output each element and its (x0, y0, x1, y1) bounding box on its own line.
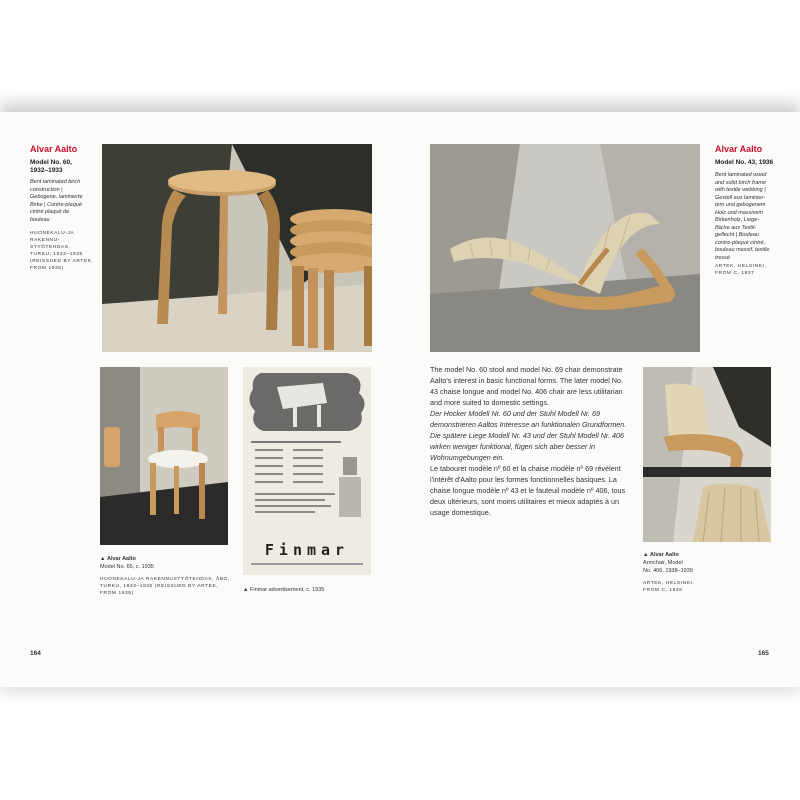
chair-65-caption-designer: Alvar Aalto (106, 556, 136, 562)
right-designer-heading: Alvar Aalto (715, 144, 763, 154)
book-spread (0, 112, 800, 687)
right-materials: Bent laminated wood and solid birch frame with textile webbing | Gestell aus laminier- tem und gebogenem Holz und massivem Birkenholz, Liege- fläche aus Textil- geflecht | Bouleau contre-plaqué cintré, bouleau massif, textile tressé (715, 172, 770, 261)
triangle-marker-icon: ▲ (100, 556, 106, 562)
stool-photo (102, 144, 372, 352)
triangle-marker-icon: ▲ (643, 552, 649, 558)
left-model-title: Model No. 60, 1932–1933 (30, 159, 72, 174)
finmar-caption (243, 587, 324, 595)
body-text-de: Der Hocker Modell Nr. 60 und der Stuhl Modell Nr. 69 demonstrieren Aaltos Interesse an funktionalen Grundformen. Die spätere Liege Modell Nr. 43 und der Stuhl Modell Nr. 406 wirken weniger funktional, fügen sich aber besser in Wohnumgebungen ein. (430, 409, 627, 462)
finmar-tagline-rule (251, 563, 363, 565)
chair-65-photo (100, 367, 228, 545)
triangle-marker-icon: ▲ (243, 587, 249, 593)
body-text-fr: Le tabouret modèle nº 60 et la chaise modèle nº 69 révèlent l'intérêt d'Aalto pour les formes fonctionnelles basiques. La chaise longue modèle nº 43 et le fauteuil modèle nº 406, tous deux ultérieurs, sont moins utilitaires et mieux adaptés à un usage domestique. (430, 464, 626, 517)
armchair-406-photo (643, 367, 771, 542)
left-materials: Bent laminated birch construction | Gebogene, laminierte Birke | Contre-plaqué cintré plaqué de bouleau (30, 179, 83, 223)
finmar-caption-text: Finmar advertisement, c. 1935 (249, 587, 325, 593)
right-model-title: Model No. 43, 1936 (715, 159, 774, 166)
body-text-en: The model No. 60 stool and model No. 69 chair demonstrate Aalto's interest in basic functional forms. The later model No. 43 chaise longue and model No. 406 chair are less utilitarian and more suited to domestic settings. (430, 365, 623, 407)
right-maker: ARTEK, HELSINKI, FROM C. 1937 (715, 264, 767, 276)
right-page-number: 165 (758, 650, 769, 657)
body-text (430, 364, 630, 518)
armchair-406-caption-maker: ARTEK, HELSINKI, FROM C. 1939 (643, 581, 695, 593)
left-designer-heading: Alvar Aalto (30, 144, 78, 154)
chair-65-caption-maker: HUONEKALU-JA RAKENNUSTYÖTEHDAS, ÅBO, TURKU, 1933–1935 (REISSUED BY ARTEK, FROM 1935) (100, 577, 230, 596)
armchair-406-caption (643, 552, 679, 560)
left-page-number: 164 (30, 650, 41, 657)
armchair-406-caption-model: Armchair, Model No. 406, 1938–1939 (643, 560, 693, 574)
chaise-longue-photo (430, 144, 700, 352)
chair-65-caption-model: Model No. 65, c. 1935 (100, 564, 154, 570)
finmar-logo: Finmar (264, 541, 350, 559)
armchair-406-caption-designer: Alvar Aalto (649, 552, 679, 558)
chair-65-caption (100, 556, 136, 564)
left-maker: HUONEKALU-JA RAKENNU- STYÖTEHDAS, TURKU, 1932–1935 (REISSUED BY ARTEK, FROM 1935) (30, 231, 94, 271)
finmar-advertisement (243, 367, 371, 575)
